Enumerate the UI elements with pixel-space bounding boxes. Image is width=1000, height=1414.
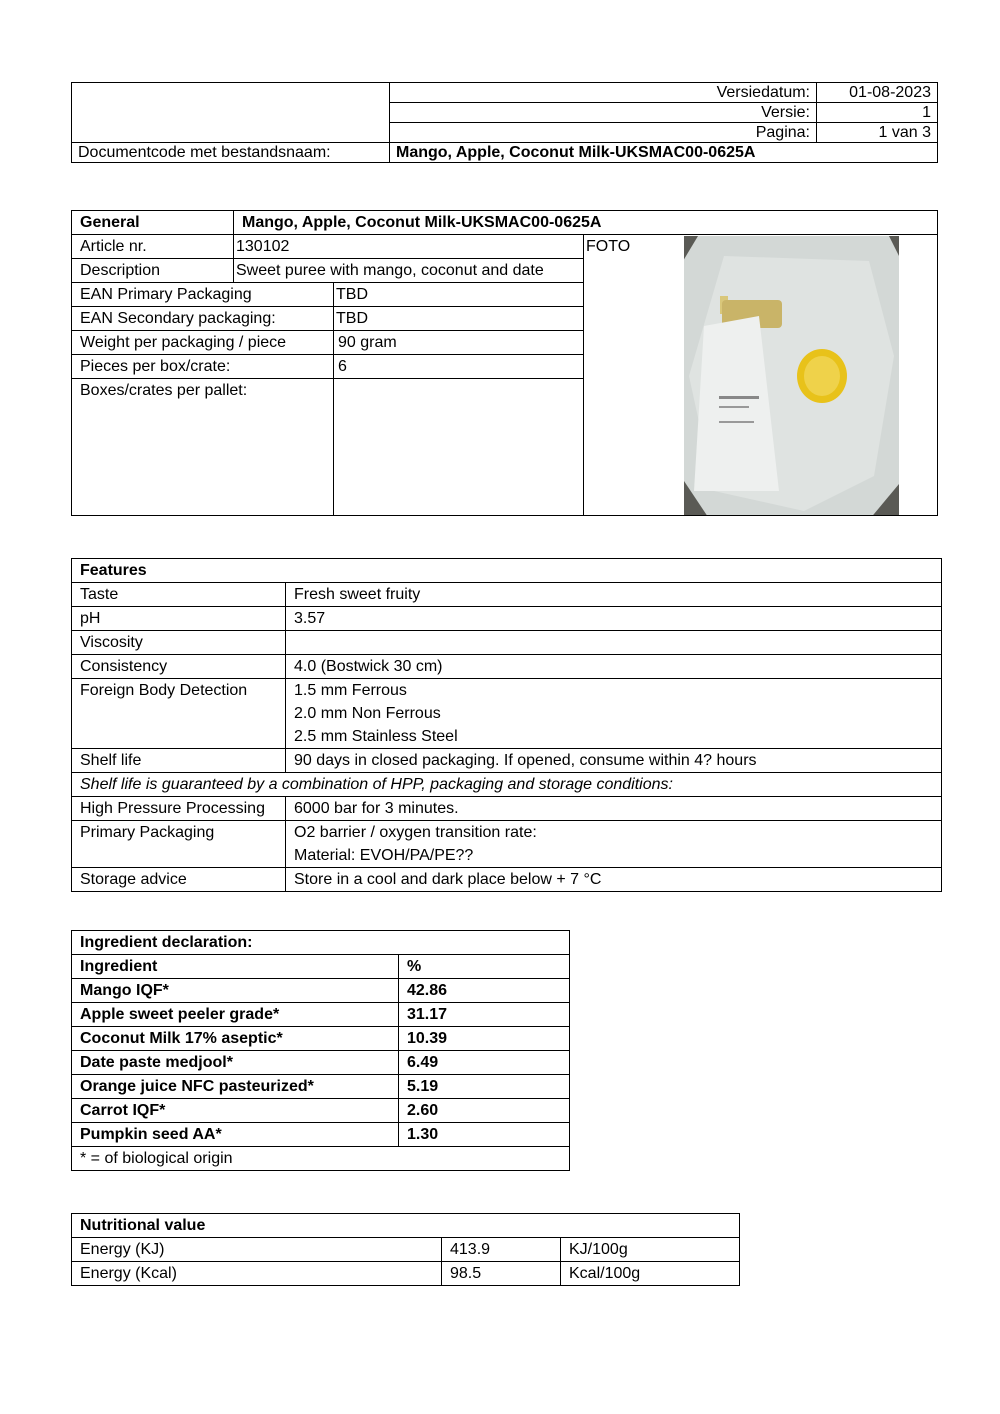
feature-label: Shelf life [72, 749, 286, 773]
ingredient-name: Carrot IQF* [72, 1099, 399, 1123]
features-table [71, 558, 942, 892]
feature-line: 1.5 mm Ferrous [294, 682, 407, 699]
row-label: EAN Secondary packaging: [72, 307, 334, 331]
doccode-value: Mango, Apple, Coconut Milk-UKSMAC00-0625A [390, 143, 938, 163]
row-label: Weight per packaging / piece [72, 331, 334, 355]
ingredient-col-header: Ingredient [72, 955, 399, 979]
ingredient-percent: 1.30 [399, 1123, 570, 1147]
feature-value: 4.0 (Bostwick 30 cm) [286, 655, 942, 679]
nutrition-unit: KJ/100g [561, 1238, 740, 1262]
feature-line: 2.5 mm Stainless Steel [294, 728, 458, 745]
general-title: General [72, 211, 234, 235]
row-label: Description [72, 259, 234, 283]
ingredient-percent: 31.17 [399, 1003, 570, 1027]
version-label: Versie: [390, 103, 817, 123]
ingredient-name: Date paste medjool* [72, 1051, 399, 1075]
feature-value: 6000 bar for 3 minutes. [286, 797, 942, 821]
feature-value: Fresh sweet fruity [286, 583, 942, 607]
ingredient-name: Apple sweet peeler grade* [72, 1003, 399, 1027]
feature-label: pH [72, 607, 286, 631]
header-blank-cell [72, 83, 390, 143]
ingredient-name: Mango IQF* [72, 979, 399, 1003]
document-header [71, 82, 938, 163]
feature-value: Store in a cool and dark place below + 7 °C [286, 868, 942, 892]
row-value: 130102 [234, 235, 584, 259]
ingredient-percent: 42.86 [399, 979, 570, 1003]
feature-label: Foreign Body Detection [72, 679, 286, 749]
feature-value: 90 days in closed packaging. If opened, consume within 4? hours [286, 749, 942, 773]
feature-label: Primary Packaging [72, 821, 286, 868]
page-label: Pagina: [390, 123, 817, 143]
ingredient-table [71, 930, 570, 1171]
ingredient-name: Coconut Milk 17% aseptic* [72, 1027, 399, 1051]
general-product: Mango, Apple, Coconut Milk-UKSMAC00-0625A [234, 211, 938, 235]
ingredient-name: Orange juice NFC pasteurized* [72, 1075, 399, 1099]
feature-value-multiline [286, 821, 942, 868]
feature-line: 2.0 mm Non Ferrous [294, 705, 441, 722]
product-photo [684, 236, 899, 516]
photo-cell [584, 235, 938, 516]
ingredient-percent: 2.60 [399, 1099, 570, 1123]
ingredient-percent: 10.39 [399, 1027, 570, 1051]
page-value: 1 van 3 [817, 123, 938, 143]
row-label: Pieces per box/crate: [72, 355, 334, 379]
nutrition-label: Energy (KJ) [72, 1238, 442, 1262]
nutrition-label: Energy (Kcal) [72, 1262, 442, 1286]
nutrition-table [71, 1213, 740, 1286]
feature-line: Material: EVOH/PA/PE?? [294, 847, 474, 864]
feature-line: O2 barrier / oxygen transition rate: [294, 824, 537, 841]
feature-value: 3.57 [286, 607, 942, 631]
row-value: 90 gram [334, 331, 584, 355]
version-date-value: 01-08-2023 [817, 83, 938, 103]
ingredient-name: Pumpkin seed AA* [72, 1123, 399, 1147]
version-date-label: Versiedatum: [390, 83, 817, 103]
row-value: 6 [334, 355, 584, 379]
feature-label: High Pressure Processing [72, 797, 286, 821]
percent-col-header: % [399, 955, 570, 979]
photo-label: FOTO [586, 238, 631, 255]
nutrition-value: 413.9 [442, 1238, 561, 1262]
general-table [71, 210, 938, 516]
feature-value [286, 631, 942, 655]
product-photo-image [684, 236, 899, 516]
ingredient-percent: 5.19 [399, 1075, 570, 1099]
version-value: 1 [817, 103, 938, 123]
shelf-life-note: Shelf life is guaranteed by a combination of HPP, packaging and storage conditions: [72, 773, 942, 797]
nutrition-title: Nutritional value [72, 1214, 740, 1238]
feature-value-multiline [286, 679, 942, 749]
row-value: Sweet puree with mango, coconut and date [234, 259, 584, 283]
row-value: TBD [334, 283, 584, 307]
ingredient-percent: 6.49 [399, 1051, 570, 1075]
feature-label: Viscosity [72, 631, 286, 655]
feature-label: Taste [72, 583, 286, 607]
row-value [334, 379, 584, 516]
feature-label: Consistency [72, 655, 286, 679]
row-label: Article nr. [72, 235, 234, 259]
features-title: Features [72, 559, 942, 583]
row-label: Boxes/crates per pallet: [72, 379, 334, 516]
row-value: TBD [334, 307, 584, 331]
ingredient-footnote: * = of biological origin [72, 1147, 570, 1171]
feature-label: Storage advice [72, 868, 286, 892]
row-label: EAN Primary Packaging [72, 283, 334, 307]
ingredient-title: Ingredient declaration: [72, 931, 570, 955]
nutrition-value: 98.5 [442, 1262, 561, 1286]
nutrition-unit: Kcal/100g [561, 1262, 740, 1286]
doccode-label: Documentcode met bestandsnaam: [72, 143, 390, 163]
